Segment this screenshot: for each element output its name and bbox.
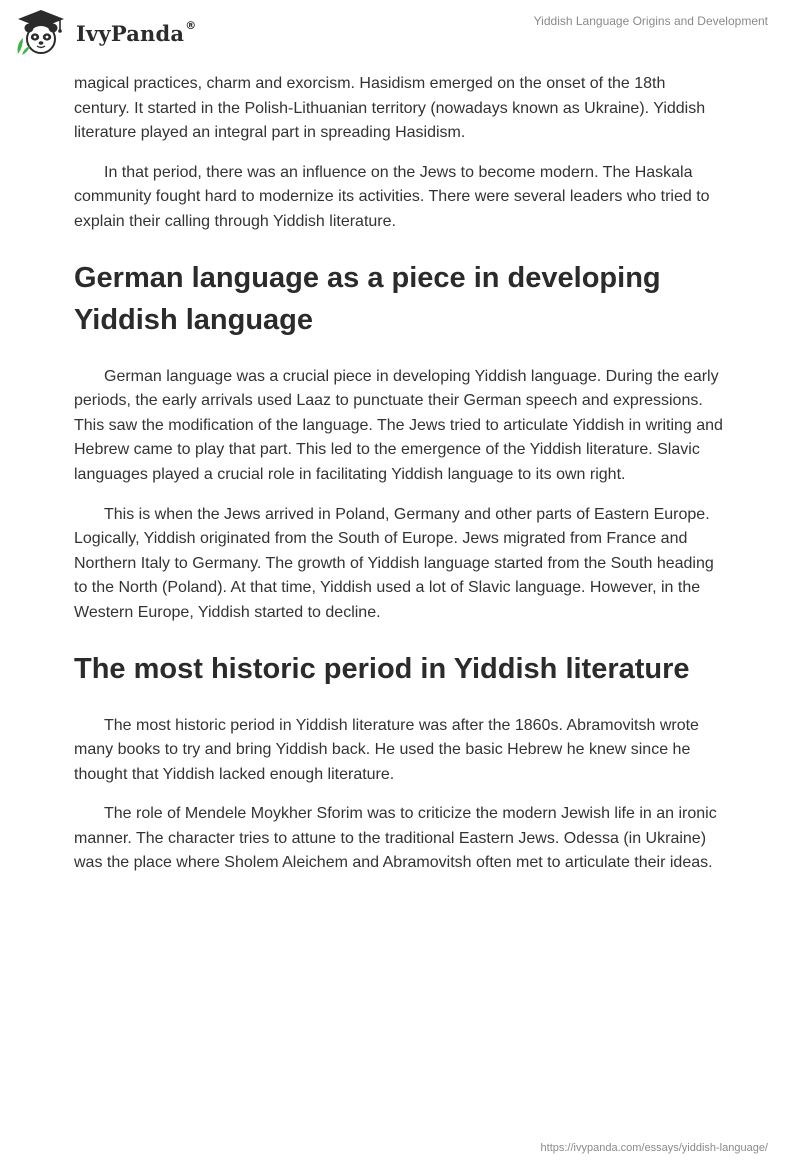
panda-graduate-logo-icon [14,8,68,56]
registered-mark: ® [185,18,197,32]
brand-logo[interactable] [14,8,196,56]
paragraph: magical practices, charm and exorcism. Hasidism emerged on the onset of the 18th century. It started in the Polish-Lithuanian territory (nowadays known as Ukraine). Yiddish literature played an integral part in spreading Hasidism. [74,75,706,142]
document-title: Yiddish Language Origins and Development [533,14,768,28]
paragraph: German language was a crucial piece in developing Yiddish language. During the early periods, the early arrivals used Laaz to punctuate their German speech and expressions. This saw the modification of the language. The Jews tried to articulate Yiddish in writing and Hebrew came to play that part. This led to the emergence of the Yiddish literature. Slavic languages played a crucial role in facilitating Yiddish language to its own right. [74,367,723,483]
paragraph: The role of Mendele Moykher Sforim was to criticize the modern Jewish life in an ironic manner. The character tries to attune to the traditional Eastern Jews. Odessa (in Ukraine) was the place where Sholem Aleichem and Abramovitsh often met to articulate their ideas. [74,805,717,872]
page-header [0,0,800,66]
source-url[interactable]: https://ivypanda.com/essays/yiddish-language/ [540,1142,768,1154]
brand-name: IvyPanda® [76,18,197,46]
essay-content [74,72,724,891]
section-heading: The most historic period in Yiddish literature [74,652,690,685]
paragraph: This is when the Jews arrived in Poland, Germany and other parts of Eastern Europe. Logically, Yiddish originated from the South of Europe. Jews migrated from France and Northern Italy to Germany. The growth of Yiddish language started from the South heading to the North (Poland). At that time, Yiddish used a lot of Slavic language. However, in the Western Europe, Yiddish started to decline. [74,505,714,621]
paragraph: The most historic period in Yiddish literature was after the 1860s. Abramovitsh wrote many books to try and bring Yiddish back. He used the basic Hebrew he knew since he thought that Yiddish lacked enough literature. [74,716,699,783]
paragraph: In that period, there was an influence on the Jews to become modern. The Haskala community fought hard to modernize its activities. There were several leaders who tried to explain their calling through Yiddish literature. [74,163,710,230]
section-heading: German language as a piece in developing Yiddish language [74,261,661,336]
